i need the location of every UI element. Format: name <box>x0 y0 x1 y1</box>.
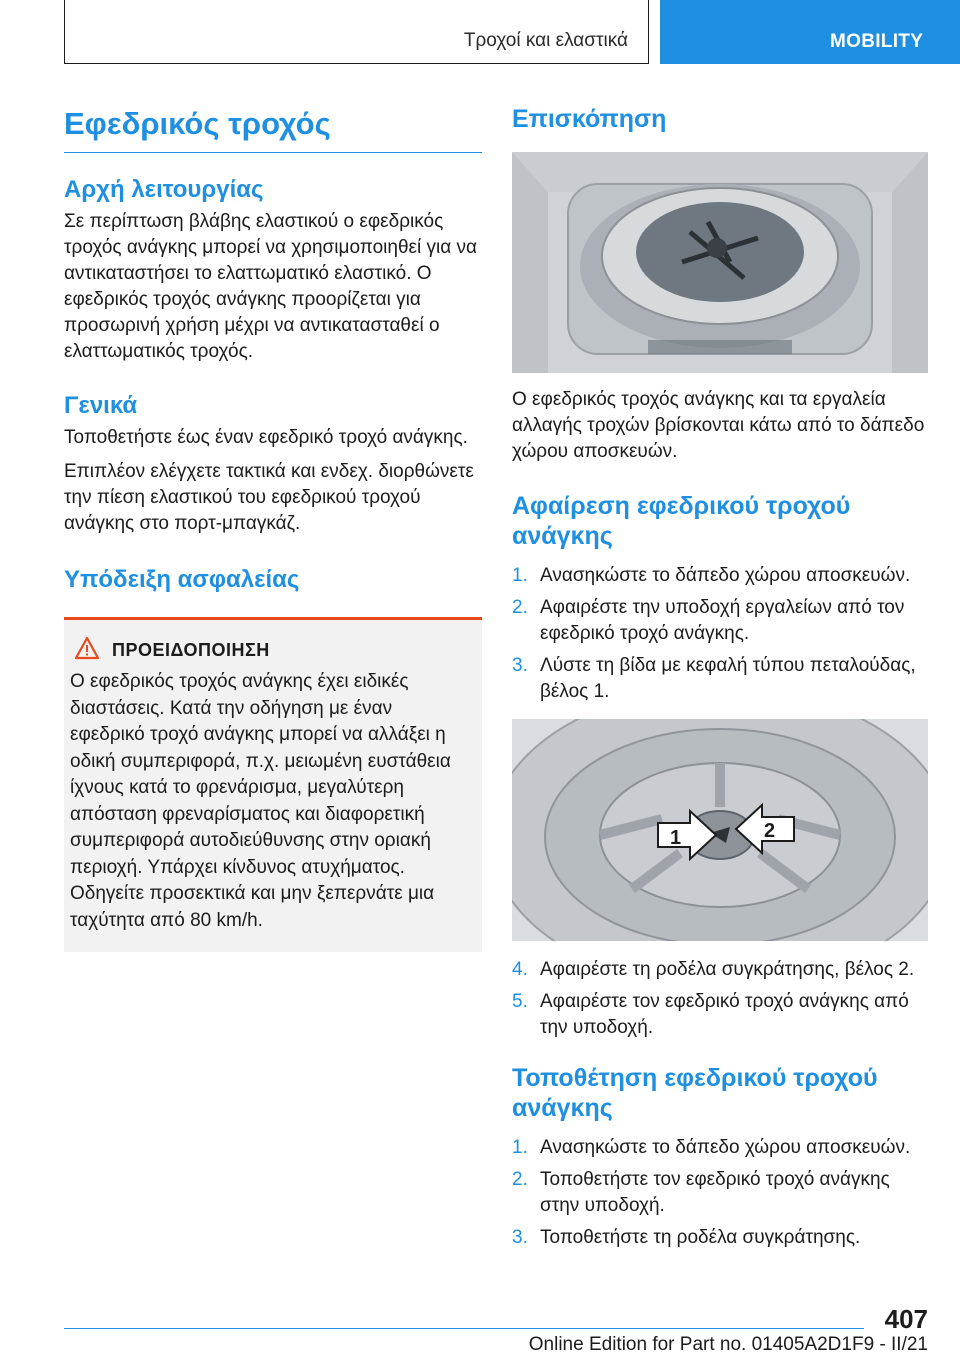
warning-triangle-icon <box>74 636 100 665</box>
page-number: 407 <box>884 1304 928 1334</box>
list-item: 3. Λύστε τη βίδα με κεφαλή τύπου πεταλούδας, βέλος 1. <box>512 655 916 702</box>
header-box <box>64 0 649 64</box>
arrow-label-1: 1 <box>670 827 682 849</box>
principle-heading: Αρχή λειτουργίας <box>64 176 264 203</box>
overview-heading: Επισκόπηση <box>512 105 667 133</box>
left-column <box>64 100 482 952</box>
page-title: Εφεδρικός τροχός <box>64 100 482 153</box>
removal-heading: Αφαίρεση εφεδρικού τροχού ανάγκης <box>512 492 851 550</box>
list-item: 1. Ανασηκώστε το δάπεδο χώρου αποσκευών. <box>512 1137 911 1158</box>
edition-text: Online Edition for Part no. 01405A2D1F9 - II/21 <box>528 1334 928 1355</box>
removal-steps <box>512 563 930 705</box>
general-text-1: Τοποθετήστε έως έναν εφεδρικό τροχό ανάγκης. <box>64 427 468 448</box>
arrow-label-2: 2 <box>764 820 776 842</box>
warning-text: Ο εφεδρικός τροχός ανάγκης έχει ειδικές διαστάσεις. Κατά την οδήγηση με έναν εφεδρικό τροχό ανάγκης μπορεί να αλλάξει η οδική συμπεριφορά, π.χ. μειωμένη ευστάθεια ίχνους κατά το φρενάρισμα, μεγαλύτερη απόσταση φρεναρίσματος και διαφορετική συμπεριφορά αυτοδιεύθυνσης στην οριακή περιοχή. Υπάρχει κίνδυνος ατυχήματος. Οδηγείτε προσεκτικά και μην ξεπερνάτε μια ταχύτητα από 80 km/h. <box>70 671 451 931</box>
section-title: Τροχοί και ελαστικά <box>463 30 628 51</box>
install-heading: Τοποθέτηση εφεδρικού τροχού ανάγκης <box>512 1064 878 1122</box>
right-column <box>512 100 930 1257</box>
list-item: 5. Αφαιρέστε τον εφεδρικό τροχό ανάγκης από την υποδοχή. <box>512 991 909 1038</box>
trunk-overview-image <box>512 152 928 373</box>
list-item: 2. Αφαιρέστε την υποδοχή εργαλείων από τον εφεδρικό τροχό ανάγκης. <box>512 597 905 644</box>
spare-wheel-image <box>512 719 928 941</box>
install-steps <box>512 1135 930 1251</box>
general-heading: Γενικά <box>64 392 138 419</box>
mobility-tab[interactable]: MOBILITY <box>660 0 960 64</box>
principle-text: Σε περίπτωση βλάβης ελαστικού ο εφεδρικός τροχός ανάγκης μπορεί να χρησιμοποιηθεί για να αντικαταστήσει το ελαττωματικό ελαστικό. Ο εφεδρικός τροχός ανάγκης προορίζεται για προσωρινή χρήση μέχρι να αντικατασταθεί ο ελαττωματικός τροχός. <box>64 211 477 362</box>
safety-heading: Υπόδειξη ασφαλείας <box>64 566 300 593</box>
list-item: 2. Τοποθετήστε τον εφεδρικό τροχό ανάγκης στην υποδοχή. <box>512 1169 890 1216</box>
footer-divider <box>64 1328 864 1329</box>
warning-header <box>74 636 472 665</box>
list-item: 3. Τοποθετήστε τη ροδέλα συγκράτησης. <box>512 1227 861 1248</box>
warning-title: ΠΡΟΕΙΔΟΠΟΙΗΣΗ <box>112 640 270 660</box>
overview-caption: Ο εφεδρικός τροχός ανάγκης και τα εργαλεία αλλαγής τροχών βρίσκονται κάτω από το δάπεδο χώρου αποσκευών. <box>512 389 925 462</box>
list-item: 1. Ανασηκώστε το δάπεδο χώρου αποσκευών. <box>512 565 911 586</box>
removal-steps-continued <box>512 957 930 1041</box>
general-text-2: Επιπλέον ελέγχετε τακτικά και ενδεχ. διορθώνετε την πίεση ελαστικού του εφεδρικού τροχού ανάγκης στο πορτ-μπαγκάζ. <box>64 461 474 534</box>
warning-box <box>64 617 482 952</box>
list-item: 4. Αφαιρέστε τη ροδέλα συγκράτησης, βέλος 2. <box>512 959 915 980</box>
